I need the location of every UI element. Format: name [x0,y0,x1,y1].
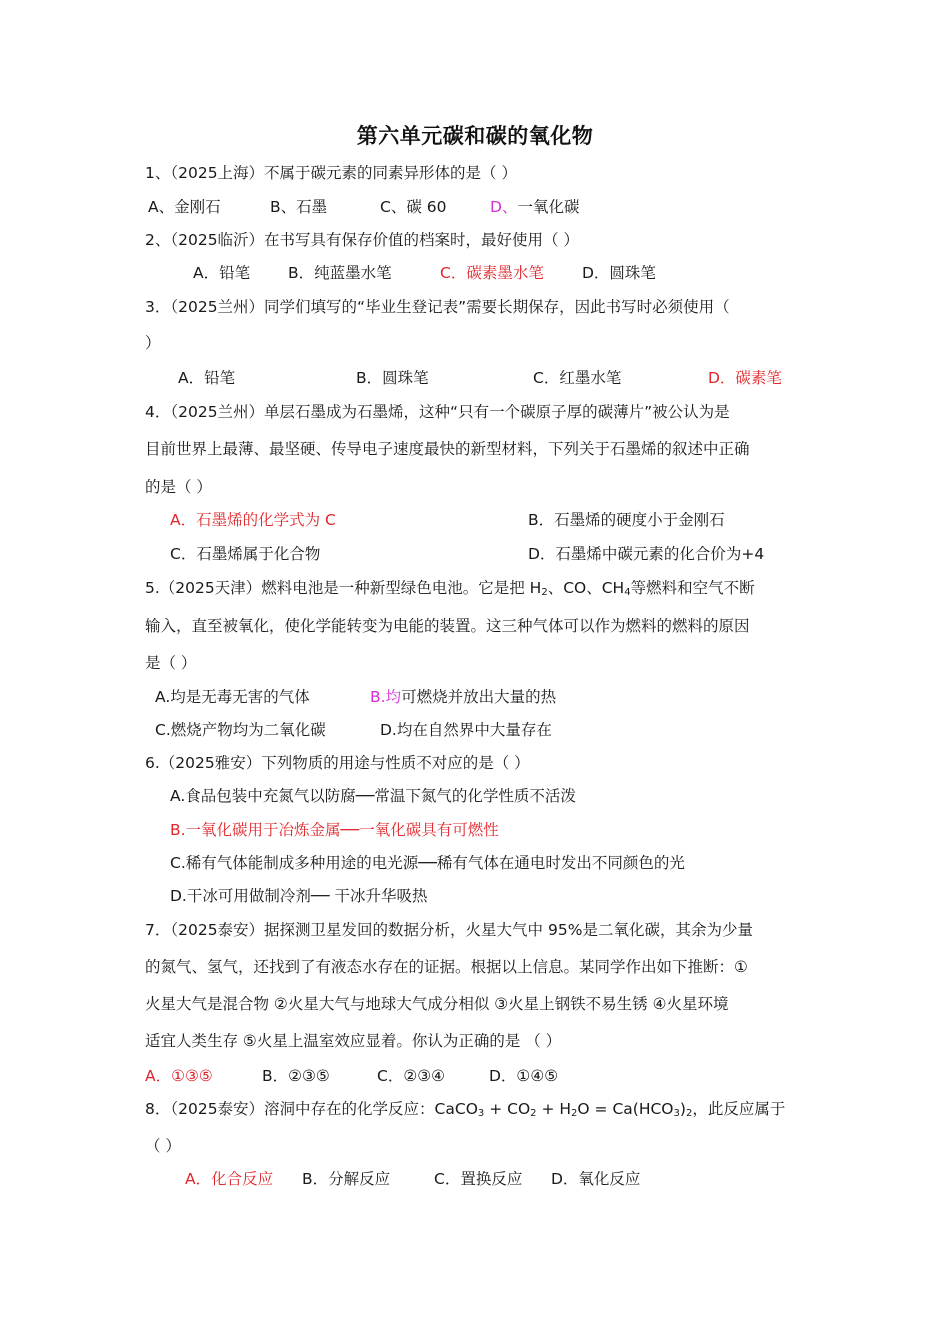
q6-option-c: C.稀有气体能制成多种用途的电光源──稀有气体在通电时发出不同颜色的光 [170,854,685,872]
q8-subscript-3: 3 [477,1108,485,1119]
q1-option-b: B、石墨 [270,198,328,216]
q2-option-c: C．碳素墨水笔 [440,264,544,282]
q8-stem-text-c: + H [536,1100,572,1118]
q5-option-b [370,687,556,707]
page-title: 第六单元碳和碳的氧化物 [356,124,594,148]
q8-option-d: D．氧化反应 [551,1170,641,1188]
q1-option-a: A、金刚石 [148,198,221,216]
q2-stem: 2、（2025临沂）在书写具有保存价值的档案时，最好使用（ ） [145,231,579,249]
q1-option-d [490,197,579,217]
q6-option-b: B.一氧化碳用于冶炼金属──一氧化碳具有可燃性 [170,821,499,839]
q3-stem-line1: 3．（2025兰州）同学们填写的“毕业生登记表”需要长期保存，因此书写时必须使用（ [145,298,730,316]
q5-stem-line2: 输入，直至被氧化，使化学能转变为电能的装置。这三种气体可以作为燃料的燃料的原因 [145,617,750,635]
q3-option-d: D．碳素笔 [708,369,782,387]
q6-option-a: A.食品包装中充氮气以防腐──常温下氮气的化学性质不活泼 [170,787,576,805]
q5-option-c: C.燃烧产物均为二氧化碳 [155,721,326,739]
q5-option-b-letter: B.均 [370,688,402,706]
q5-stem-line3: 是（ ） [145,654,197,672]
q5-stem-text-c: 等燃料和空气不断 [630,579,755,597]
q8-subscript-2b: 2 [571,1108,578,1119]
q7-stem-line4: 适宜人类生存 ⑤火星上温室效应显着。你认为正确的是 （ ） [145,1032,562,1050]
q2-option-b: B．纯蓝墨水笔 [288,264,392,282]
q7-option-a: A．①③⑤ [145,1067,213,1085]
q7-option-c: C．②③④ [377,1067,446,1085]
q5-subscript-4: 4 [624,587,631,598]
q4-stem-line2: 目前世界上最薄、最坚硬、传导电子速度最快的新型材料，下列关于石墨烯的叙述中正确 [145,440,750,458]
q8-stem-text-e: ) [679,1100,686,1118]
q4-option-c: C．石墨烯属于化合物 [170,545,321,563]
q4-stem-line1: 4．（2025兰州）单层石墨成为石墨烯，这种“只有一个碳原子厚的碳薄片”被公认为是 [145,403,730,421]
q8-stem-line2: （ ） [145,1137,181,1155]
q7-stem-line3: 火星大气是混合物 ②火星大气与地球大气成分相似 ③火星上钢铁不易生锈 ④火星环境 [145,995,729,1013]
q7-stem-line1: 7．（2025泰安）据探测卫星发回的数据分析，火星大气中 95%是二氧化碳，其余为少量 [145,921,753,939]
q2-option-a: A．铅笔 [193,264,251,282]
q8-subscript-3b: 3 [673,1108,680,1119]
q1-option-d-text: 一氧化碳 [517,198,580,216]
q8-stem-line1 [145,1099,785,1119]
q1-option-d-letter: D、 [490,198,518,216]
q8-stem-text-d: O = Ca(HCO [577,1100,674,1118]
q4-option-d: D．石墨烯中碳元素的化合价为+4 [528,545,765,563]
q5-option-a: A.均是无毒无害的气体 [155,688,310,706]
q8-stem-text-b: + CO [484,1100,531,1118]
q5-stem-line1 [145,578,755,598]
q6-stem: 6.（2025雅安）下列物质的用途与性质不对应的是（ ） [145,754,530,772]
q3-stem-line2: ） [145,334,161,352]
q8-stem-text-f: ，此反应属于 [692,1100,786,1118]
q3-option-a: A．铅笔 [178,369,236,387]
q5-option-b-text: 可燃烧并放出大量的热 [401,688,557,706]
q7-option-b: B．②③⑤ [262,1067,330,1085]
q5-stem-text-b: 、CO、CH [547,579,625,597]
q7-option-d: D．①④⑤ [489,1067,559,1085]
q8-stem-text-a: 8．（2025泰安）溶洞中存在的化学反应：CaCO [145,1100,478,1118]
q5-option-d: D.均在自然界中大量存在 [380,721,552,739]
q3-option-b: B．圆珠笔 [356,369,429,387]
q8-option-c: C．置换反应 [434,1170,523,1188]
q2-option-d: D．圆珠笔 [582,264,656,282]
q5-subscript-2: 2 [541,587,548,598]
q8-subscript-2a: 2 [530,1108,537,1119]
q8-option-b: B．分解反应 [302,1170,391,1188]
q4-option-b: B．石墨烯的硬度小于金刚石 [528,511,725,529]
q7-stem-line2: 的氮气、氢气，还找到了有液态水存在的证据。根据以上信息。某同学作出如下推断：① [145,958,748,976]
q8-subscript-2c: 2 [685,1108,693,1119]
q5-stem-text-a: 5.（2025天津）燃料电池是一种新型绿色电池。它是把 H [145,579,542,597]
q4-stem-line3: 的是（ ） [145,478,212,496]
q3-option-c: C．红墨水笔 [533,369,622,387]
q6-option-d: D.干冰可用做制冷剂── 干冰升华吸热 [170,887,428,905]
q1-option-c: C、碳 60 [380,198,447,216]
q4-option-a: A．石墨烯的化学式为 C [170,511,336,529]
q8-option-a: A．化合反应 [185,1170,274,1188]
q1-stem: 1、（2025上海）不属于碳元素的同素异形体的是（ ） [145,164,517,182]
